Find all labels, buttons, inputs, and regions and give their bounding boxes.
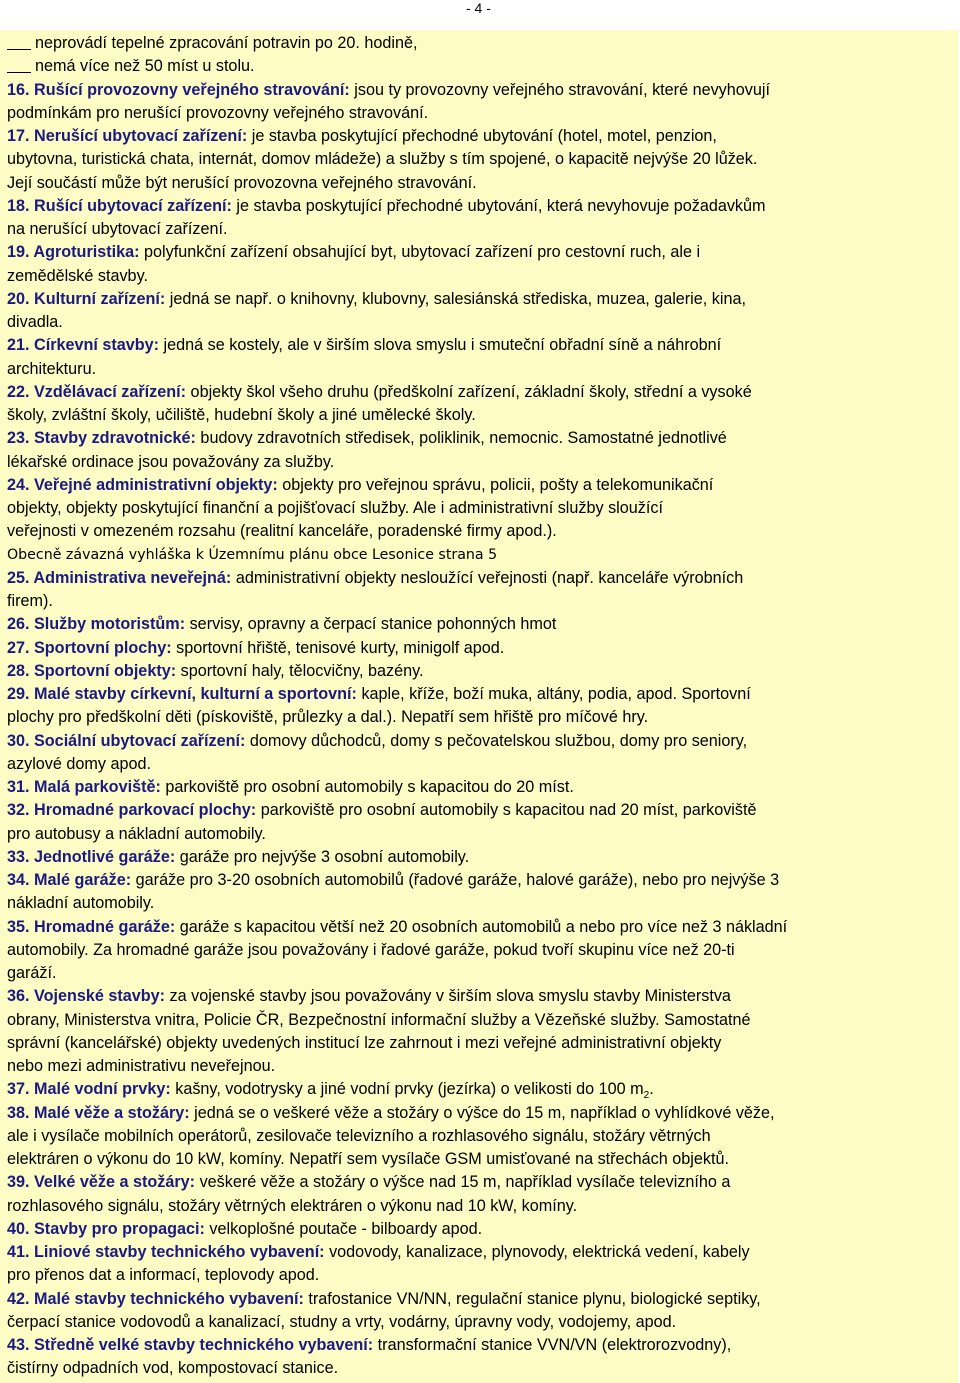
line-text: divadla. [7, 313, 63, 331]
line-text: Její součástí může být nerušící provozovna veřejného stravování. [7, 173, 477, 192]
line-text: sportovní hřiště, tenisové kurty, minigolf apod. [171, 638, 505, 657]
line-text: lékařské ordinace jsou považovány za služby. [7, 452, 335, 471]
line-text: objekty škol všeho druhu (předškolní zařízení, základní školy, střední a vysoké [186, 382, 752, 401]
definition-line [7, 474, 953, 497]
text-line [7, 102, 953, 125]
definition-line [7, 869, 953, 892]
line-text: parkoviště pro osobní automobily s kapacitou nad 20 míst, parkoviště [256, 801, 757, 820]
checkbox-blank [7, 57, 31, 73]
term-heading: 32. Hromadné parkovací plochy: [7, 801, 257, 820]
definition-line [7, 1218, 953, 1241]
line-text: ubytovna, turistická chata, internát, domov mládeže) a služby s tím spojené, o kapacitě nejvýše 20 lůžek. [7, 150, 758, 169]
text-line [7, 497, 953, 520]
definition-line [7, 637, 953, 660]
term-heading: 25. Administrativa neveřejná: [7, 568, 232, 587]
text-line [7, 451, 953, 474]
text-line [7, 1009, 953, 1032]
line-text: elektráren o výkonu do 10 kW, komíny. Nepatří sem vysílače GSM umisťované na střechách objektů. [7, 1150, 729, 1168]
line-text: neprovádí tepelné zpracování potravin po 20. hodině, [35, 34, 418, 52]
term-heading: 31. Malá parkoviště: [7, 778, 161, 796]
text-line [7, 1148, 953, 1171]
text-line [7, 172, 953, 195]
line-text: čerpací stanice vodovodů a kanalizací, studny a vrty, vodárny, úpravny vody, vodojemy, apod. [7, 1312, 677, 1331]
term-heading: 41. Liniové stavby technického vybavení: [7, 1243, 325, 1261]
term-heading: 37. Malé vodní prvky: [7, 1080, 171, 1099]
text-line [7, 32, 953, 55]
line-text: je stavba poskytující přechodné ubytování (hotel, motel, penzion, [247, 127, 717, 145]
definition-line [7, 427, 953, 450]
term-heading: 42. Malé stavby technického vybavení: [7, 1289, 304, 1308]
text-line [7, 265, 953, 288]
term-heading: 21. Církevní stavby: [7, 336, 160, 355]
definition-line [7, 334, 953, 357]
line-text: domovy důchodců, domy s pečovatelskou službou, domy pro seniory, [245, 731, 748, 750]
definition-line [7, 381, 953, 404]
line-text: garáže s kapacitou větší než 20 osobních automobilů a nebo pro více než 3 nákladní [175, 917, 788, 936]
term-heading: 18. Rušící ubytovací zařízení: [7, 196, 232, 215]
term-heading: 16. Rušící provozovny veřejného stravování: [7, 80, 350, 99]
line-text: čistírny odpadních vod, kompostovací stanice. [7, 1359, 339, 1378]
line-text: nákladní automobily. [7, 894, 155, 913]
definition-line [7, 1288, 953, 1311]
line-text: nebo mezi administrativu neveřejnou. [7, 1057, 276, 1075]
text-line [7, 823, 953, 846]
text-line [7, 1032, 953, 1055]
text-line [7, 753, 953, 776]
text-line [7, 1055, 953, 1078]
term-heading: 34. Malé garáže: [7, 871, 132, 889]
line-text: garáže pro nejvýše 3 osobní automobily. [175, 847, 470, 866]
line-text: rozhlasového signálu, stožáry větrných elektráren o výkonu nad 10 kW, komíny. [7, 1196, 578, 1215]
text-line [7, 1357, 953, 1380]
definition-line [7, 567, 953, 590]
text-line [7, 55, 953, 78]
line-text: školy, zvláštní školy, učiliště, hudební školy a jiné umělecké školy. [7, 406, 476, 424]
term-heading: 23. Stavby zdravotnické: [7, 429, 196, 448]
text-line [7, 1125, 953, 1148]
line-text: je stavba poskytující přechodné ubytování, která nevyhovuje požadavkům [231, 196, 766, 215]
line-text: velkoplošné poutače - bilboardy apod. [204, 1219, 483, 1238]
term-heading: 20. Kulturní zařízení: [7, 289, 166, 308]
text-line [7, 1311, 953, 1334]
line-text: kaple, kříže, boží muka, altány, podia, apod. Sportovní [356, 685, 751, 703]
line-text: plochy pro předškolní děti (pískoviště, průlezky a dal.). Nepatří sem hřiště pro míčové hry. [7, 708, 649, 727]
page-number: - 4 - [466, 0, 491, 16]
definition-line [7, 125, 953, 148]
line-text: trafostanice VN/NN, regulační stanice plynu, biologické septiky, [303, 1289, 761, 1308]
line-text: pro přenos dat a informací, teplovody apod. [7, 1266, 320, 1285]
line-text: garáže pro 3-20 osobních automobilů (řadové garáže, halové garáže), nebo pro nejvýše 3 [131, 871, 780, 889]
line-text: objekty, objekty poskytující finanční a pojišťovací služby. Ale i administrativní služby sloužící [7, 499, 663, 517]
definition-line [7, 79, 953, 102]
line-text: podmínkám pro nerušící provozovny veřejného stravování. [7, 103, 429, 122]
line-text: za vojenské stavby jsou považovány v širším slova smyslu stavby Ministerstva [165, 987, 731, 1006]
definition-line [7, 241, 953, 264]
definition-line [7, 195, 953, 218]
line-text: na nerušící ubytovací zařízení. [7, 220, 228, 238]
text-line [7, 1264, 953, 1287]
definition-line [7, 1078, 953, 1101]
term-heading: 36. Vojenské stavby: [7, 987, 166, 1006]
term-heading: 43. Středně velké stavby technického vybavení: [7, 1336, 374, 1354]
term-heading: 26. Služby motoristům: [7, 615, 186, 634]
text-line [7, 404, 953, 427]
definition-line [7, 730, 953, 753]
line-text: správní (kancelářské) objekty uvedených institucí lze zahrnout i mezi veřejné administrativní objekty [7, 1033, 722, 1052]
definition-line [7, 1171, 953, 1194]
definition-line [7, 799, 953, 822]
text-line [7, 358, 953, 381]
line-text: jedná se o veškeré věže a stožáry o výšce do 15 m, například o vyhlídkové věže, [189, 1103, 775, 1122]
text-line [7, 962, 953, 985]
definition-line [7, 776, 953, 799]
line-text: vodovody, kanalizace, plynovody, elektrická vedení, kabely [324, 1243, 750, 1261]
text-line [7, 520, 953, 543]
definition-line [7, 288, 953, 311]
document-body [7, 32, 953, 1381]
text-line [7, 706, 953, 729]
line-text: sportovní haly, tělocvičny, bazény. [176, 661, 424, 680]
term-heading: 24. Veřejné administrativní objekty: [7, 475, 278, 494]
definition-line [7, 660, 953, 683]
line-text: zemědělské stavby. [7, 266, 148, 285]
term-heading: 30. Sociální ubytovací zařízení: [7, 731, 246, 750]
line-text: jedná se kostely, ale v širším slova smyslu i smuteční obřadní síně a náhrobní [159, 336, 722, 355]
line-text: objekty pro veřejnou správu, policii, pošty a telekomunikační [277, 475, 714, 494]
line-text-end: . [649, 1080, 654, 1099]
line-text: parkoviště pro osobní automobily s kapacitou do 20 míst. [160, 778, 574, 796]
line-text: architekturu. [7, 359, 97, 378]
text-line [7, 590, 953, 613]
line-text: nemá více než 50 míst u stolu. [35, 57, 255, 76]
term-heading: 39. Velké věže a stožáry: [7, 1173, 196, 1192]
term-heading: 40. Stavby pro propagaci: [7, 1219, 205, 1238]
line-text: automobily. Za hromadné garáže jsou považovány i řadové garáže, pokud tvoří skupinu více než 20-ti [7, 940, 735, 959]
text-line [7, 1195, 953, 1218]
line-text: Obecně závazná vyhláška k Územnímu plánu obce Lesonice strana 5 [7, 546, 498, 563]
term-heading: 27. Sportovní plochy: [7, 638, 172, 657]
text-line [7, 892, 953, 915]
definition-line [7, 1241, 953, 1264]
term-heading: 28. Sportovní objekty: [7, 661, 177, 680]
line-text: obrany, Ministerstva vnitra, Policie ČR, Bezpečnostní informační služby a Vězeňské služby. Samostatné [7, 1010, 751, 1029]
term-heading: 22. Vzdělávací zařízení: [7, 382, 187, 401]
term-heading: 38. Malé věže a stožáry: [7, 1103, 190, 1122]
definition-line [7, 916, 953, 939]
line-text: firem). [7, 592, 53, 610]
line-text: pro autobusy a nákladní automobily. [7, 824, 266, 843]
text-line [7, 148, 953, 171]
line-text: servisy, opravny a čerpací stanice pohonných hmot [185, 615, 557, 634]
term-heading: 33. Jednotlivé garáže: [7, 847, 176, 866]
line-text: jedná se např. o knihovny, klubovny, salesiánská střediska, muzea, galerie, kina, [165, 289, 746, 308]
definition-line [7, 985, 953, 1008]
line-text: azylové domy apod. [7, 754, 151, 773]
checkbox-blank [7, 34, 31, 50]
line-text: kašny, vodotrysky a jiné vodní prvky (jezírka) o velikosti do 100 m [170, 1080, 644, 1099]
definition-line [7, 1102, 953, 1125]
definition-line [7, 613, 953, 636]
line-text: administrativní objekty nesloužící veřejnosti (např. kanceláře výrobních [231, 568, 744, 587]
line-text: transformační stanice VVN/VN (elektrorozvodny), [373, 1336, 732, 1354]
subscript: 2 [643, 1090, 650, 1102]
line-text: garáží. [7, 964, 57, 982]
line-text: budovy zdravotních středisek, poliklinik, nemocnic. Samostatné jednotlivé [195, 429, 727, 448]
text-line [7, 939, 953, 962]
line-text: veřejnosti v omezeném rozsahu (realitní kanceláře, poradenské firmy apod.). [7, 522, 557, 541]
term-heading: 17. Nerušící ubytovací zařízení: [7, 127, 248, 145]
definition-line [7, 683, 953, 706]
line-text: polyfunkční zařízení obsahující byt, ubytovací zařízení pro cestovní ruch, ale i [139, 243, 701, 262]
footer-note [7, 544, 953, 567]
term-heading: 29. Malé stavby církevní, kulturní a sportovní: [7, 685, 357, 703]
line-text: veškeré věže a stožáry o výšce nad 15 m, například vysílače televizního a [195, 1173, 731, 1192]
line-text: ale i vysílače mobilních operátorů, zesilovače televizního a rozhlasového signálu, stožáry větrných [7, 1126, 711, 1145]
text-line [7, 218, 953, 241]
definition-line [7, 846, 953, 869]
text-line [7, 311, 953, 334]
term-heading: 19. Agroturistika: [7, 243, 140, 262]
line-text: jsou ty provozovny veřejného stravování, které nevyhovují [349, 80, 770, 99]
definition-line [7, 1334, 953, 1357]
term-heading: 35. Hromadné garáže: [7, 917, 176, 936]
